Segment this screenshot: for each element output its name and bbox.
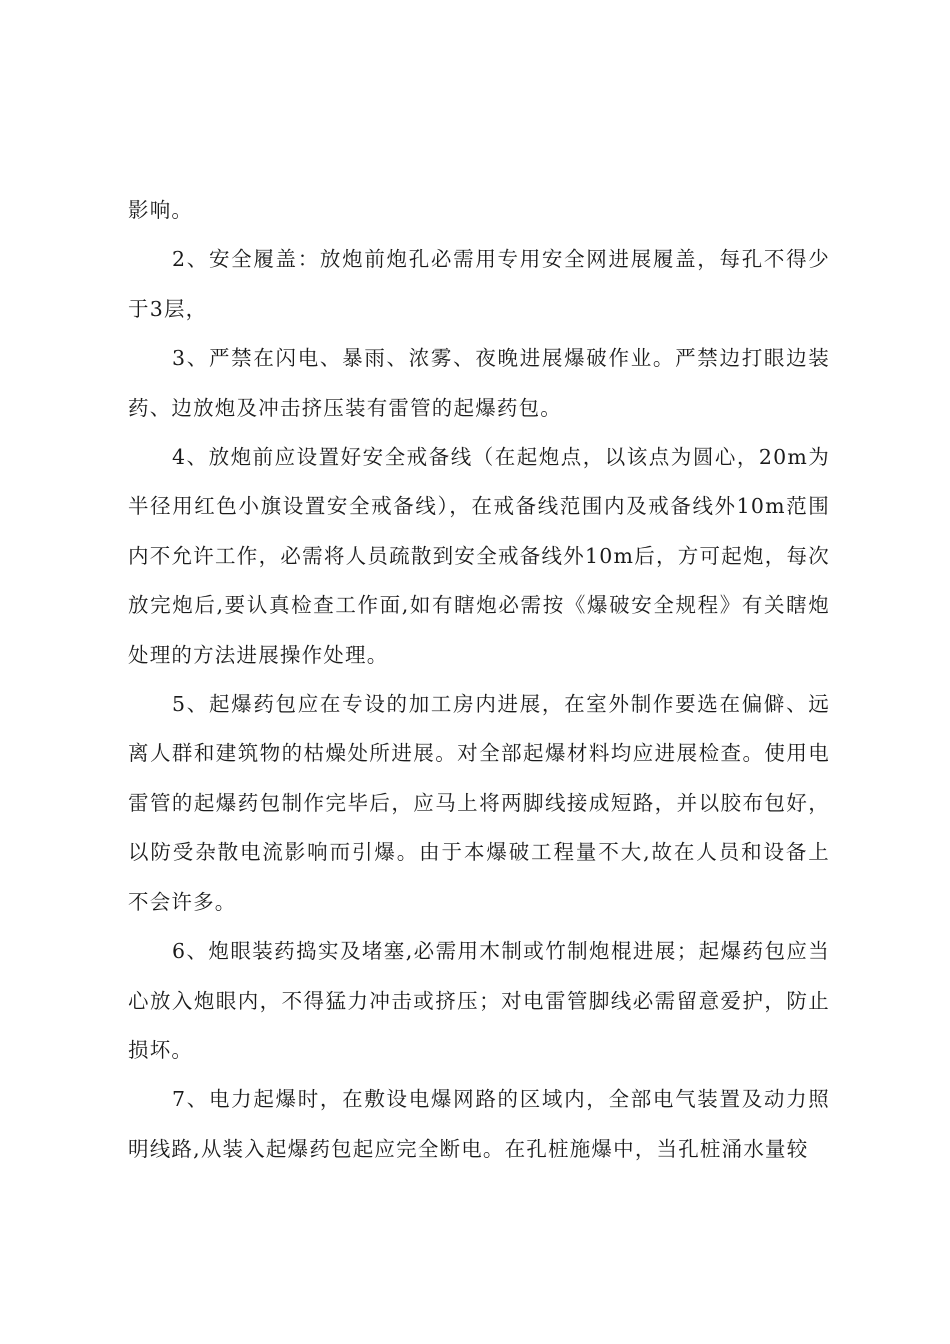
paragraph-item-6: 6、炮眼装药捣实及堵塞,必需用木制或竹制炮棍进展；起爆药包应当心放入炮眼内，不得猛力冲击或挤压；对电雷管脚线必需留意爱护，防止损坏。	[128, 939, 830, 1062]
paragraph-item-5: 5、起爆药包应在专设的加工房内进展，在室外制作要选在偏僻、远离人群和建筑物的枯燥处所进展。对全部起爆材料均应进展检查。使用电雷管的起爆药包制作完毕后，应马上将两脚线接成短路，并以胶布包好，以防受杂散电流影响而引爆。由于本爆破工程量不大,故在人员和设备上不会许多。	[128, 692, 830, 914]
document-body	[128, 186, 830, 1174]
paragraph-item-7: 7、电力起爆时，在敷设电爆网路的区域内，全部电气装置及动力照明线路,从装入起爆药包起应完全断电。在孔桩施爆中，当孔桩涌水量较	[128, 1087, 830, 1161]
paragraph-continuation: 影响。	[128, 198, 194, 222]
paragraph-item-4: 4、放炮前应设置好安全戒备线（在起炮点，以该点为圆心，20m为半径用红色小旗设置安全戒备线），在戒备线范围内及戒备线外10m范围内不允许工作，必需将人员疏散到安全戒备线外10m后，方可起炮，每次放完炮后,要认真检查工作面,如有瞎炮必需按《爆破安全规程》有关瞎炮处理的方法进展操作处理。	[128, 445, 830, 667]
paragraph-item-2: 2、安全履盖：放炮前炮孔必需用专用安全网进展履盖，每孔不得少于3层，	[128, 247, 830, 321]
paragraph-item-3: 3、严禁在闪电、暴雨、浓雾、夜晚进展爆破作业。严禁边打眼边装药、边放炮及冲击挤压装有雷管的起爆药包。	[128, 346, 830, 420]
